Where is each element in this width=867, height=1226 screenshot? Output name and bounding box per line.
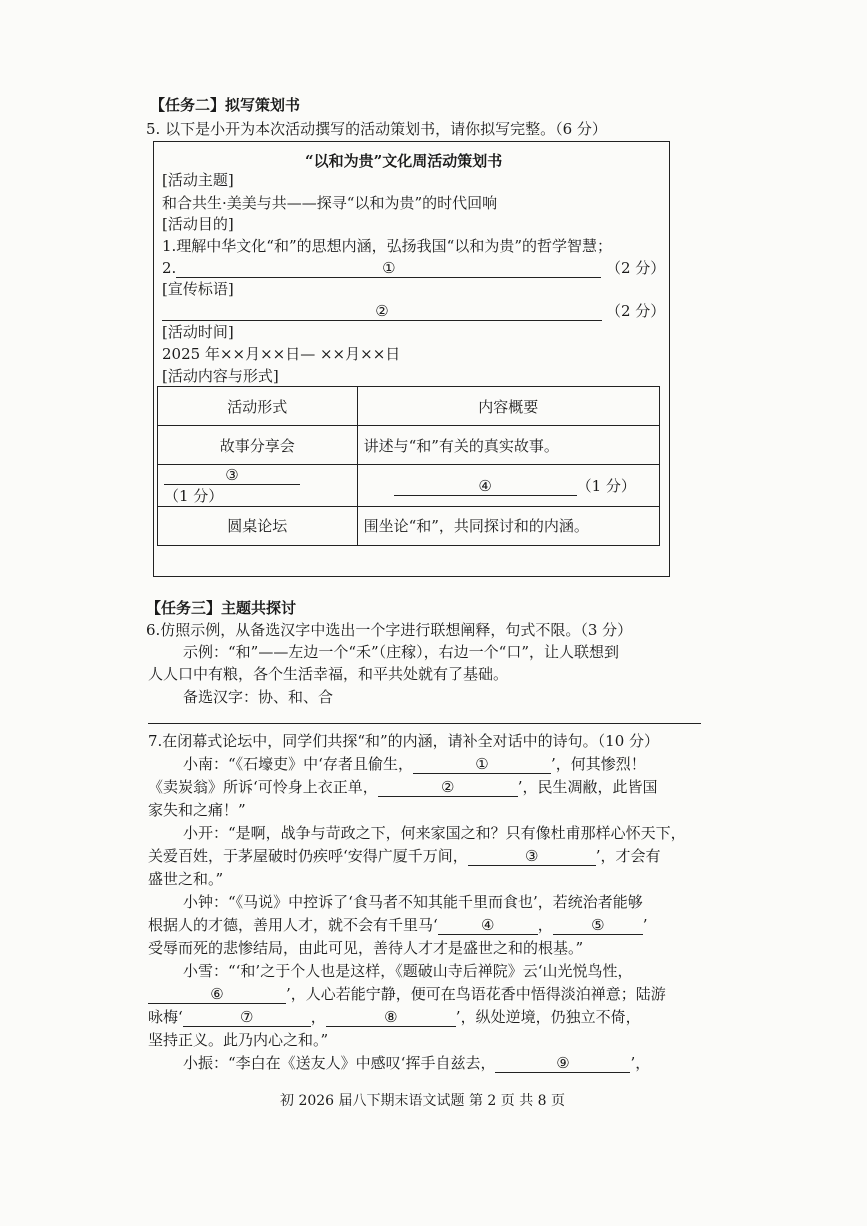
q6-example-1: 示例：“和”——左边一个“禾”（庄稼），右边一个“口”，让人联想到 (183, 643, 620, 661)
q7-line-7: 小钟：“《马说》中控诉了‘食马者不知其能千里而食也’，若统治者能够 (183, 893, 643, 911)
table-row (158, 426, 660, 465)
q7-line-14 (183, 1053, 650, 1073)
q7-text: ’，纵处逆境，仍独立不倚， (455, 1008, 641, 1026)
blank-q7-6[interactable]: ⑥ (148, 985, 286, 1004)
blank-q7-7[interactable]: ⑦ (183, 1008, 311, 1027)
col-form-header: 活动形式 (158, 387, 358, 426)
q6-answer-line[interactable] (148, 723, 701, 724)
q7-line-10: 小雪：“‘和’之于个人也是这样，《题破山寺后禅院》云‘山光悦鸟性， (183, 962, 633, 980)
q7-text: 小南：“《石壕吏》中‘存者且偷生， (183, 755, 413, 773)
row2-summary-score: （1 分） (576, 477, 636, 496)
q7-line-4: 小开：“是啊，战争与苛政之下，何来家国之和？只有像杜甫那样心怀天下， (183, 824, 686, 842)
slogan-label: [宣传标语] (162, 280, 234, 298)
blank-q7-3[interactable]: ③ (468, 847, 596, 866)
row2-form (158, 465, 358, 506)
blank-q7-1[interactable]: ① (413, 755, 551, 774)
row3-summary: 围坐论“和”，共同探讨和的内涵。 (357, 506, 659, 545)
question-6: 6.仿照示例，从备选汉字中选出一个字进行联想阐释，句式不限。（3 分） (146, 621, 633, 639)
q7-text: ’，民生凋敝，此皆国 (517, 778, 658, 796)
blank-2[interactable]: ② (162, 302, 602, 321)
blank-q7-2[interactable]: ② (378, 778, 518, 797)
blank-q7-8[interactable]: ⑧ (326, 1008, 456, 1027)
q7-line-8 (148, 915, 648, 935)
q7-text: 根据人的才德，善用人才，就不会有千里马‘ (148, 916, 438, 934)
question-5: 5. 以下是小开为本次活动撰写的活动策划书，请你拟写完整。（6 分） (146, 120, 607, 138)
q6-example-2: 人人口中有粮，各个生活幸福，和平共处就有了基础。 (148, 665, 509, 683)
q7-text: ， (537, 916, 553, 934)
row2-form-score: （1 分） (164, 486, 224, 505)
q7-text: ’ (642, 916, 648, 934)
row2-summary (357, 465, 659, 506)
q7-text: ’，才会有 (595, 847, 661, 865)
q7-text: ， (310, 1008, 326, 1026)
blank-1[interactable]: ① (176, 259, 601, 278)
slogan-line (162, 301, 602, 321)
q7-text: 小振：“李白在《送友人》中感叹‘挥手自兹去， (183, 1054, 496, 1072)
q6-candidates: 备选汉字：协、和、合 (183, 688, 334, 706)
row3-form: 圆桌论坛 (158, 506, 358, 545)
goal-label: [活动目的] (162, 215, 234, 233)
q7-text: ’， (630, 1054, 651, 1072)
blank-q7-4[interactable]: ④ (438, 916, 538, 935)
q7-text: ’，人心若能宁静，便可在鸟语花香中悟得淡泊禅意；陆游 (286, 985, 666, 1003)
content-label: [活动内容与形式] (162, 367, 279, 385)
q7-text: ’，何其惨烈！ (550, 755, 646, 773)
time-label: [活动时间] (162, 323, 234, 341)
plan-title: “以和为贵”文化周活动策划书 (305, 152, 503, 170)
blank-3[interactable]: ③ (164, 466, 300, 485)
col-summary-header: 内容概要 (357, 387, 659, 426)
q7-line-1 (183, 754, 646, 774)
slogan-score: （2 分） (606, 302, 666, 320)
q7-line-12 (148, 1007, 641, 1027)
blank-q7-9[interactable]: ⑨ (495, 1054, 630, 1073)
activity-table (157, 386, 660, 546)
theme-text: 和合共生·美美与共——探寻“以和为贵”的时代回响 (162, 194, 498, 212)
table-row (158, 506, 660, 545)
table-row (158, 465, 660, 506)
goal-1: 1.理解中华文化“和”的思想内涵，弘扬我国“以和为贵”的哲学智慧； (162, 237, 612, 255)
task3-heading: 【任务三】主题共探讨 (146, 599, 297, 617)
row1-form: 故事分享会 (158, 426, 358, 465)
question-7: 7.在闭幕式论坛中，同学们共探“和”的内涵，请补全对话中的诗句。（10 分） (148, 732, 660, 750)
goal-2-score: （2 分） (606, 259, 666, 277)
q7-line-6: 盛世之和。” (148, 870, 224, 888)
table-header-row (158, 387, 660, 426)
q7-text: 咏梅‘ (148, 1008, 183, 1026)
row1-summary: 讲述与“和”有关的真实故事。 (357, 426, 659, 465)
task2-heading: 【任务二】拟写策划书 (150, 96, 301, 114)
time-text: 2025 年××月××日— ××月××日 (162, 345, 401, 363)
q7-line-11 (148, 984, 666, 1004)
q7-text: 关爱百姓，于茅屋破时仍疾呼‘安得广厦千万间， (148, 847, 468, 865)
blank-q7-5[interactable]: ⑤ (553, 916, 643, 935)
q7-line-9: 受辱而死的悲惨结局，由此可见，善待人才才是盛世之和的根基。” (148, 939, 584, 957)
goal-2-prefix: 2. (162, 259, 177, 277)
q7-text: 《卖炭翁》所诉‘可怜身上衣正单， (148, 778, 378, 796)
q7-line-3: 家失和之痛！” (148, 801, 246, 819)
goal-2 (162, 258, 601, 278)
q7-line-13: 坚持正义。此乃内心之和。” (148, 1031, 329, 1049)
theme-label: [活动主题] (162, 171, 234, 189)
q7-line-2 (148, 777, 658, 797)
q7-line-5 (148, 846, 661, 866)
page-footer: 初 2026 届八下期末语文试题 第 2 页 共 8 页 (280, 1093, 566, 1109)
blank-4[interactable]: ④ (394, 477, 577, 496)
